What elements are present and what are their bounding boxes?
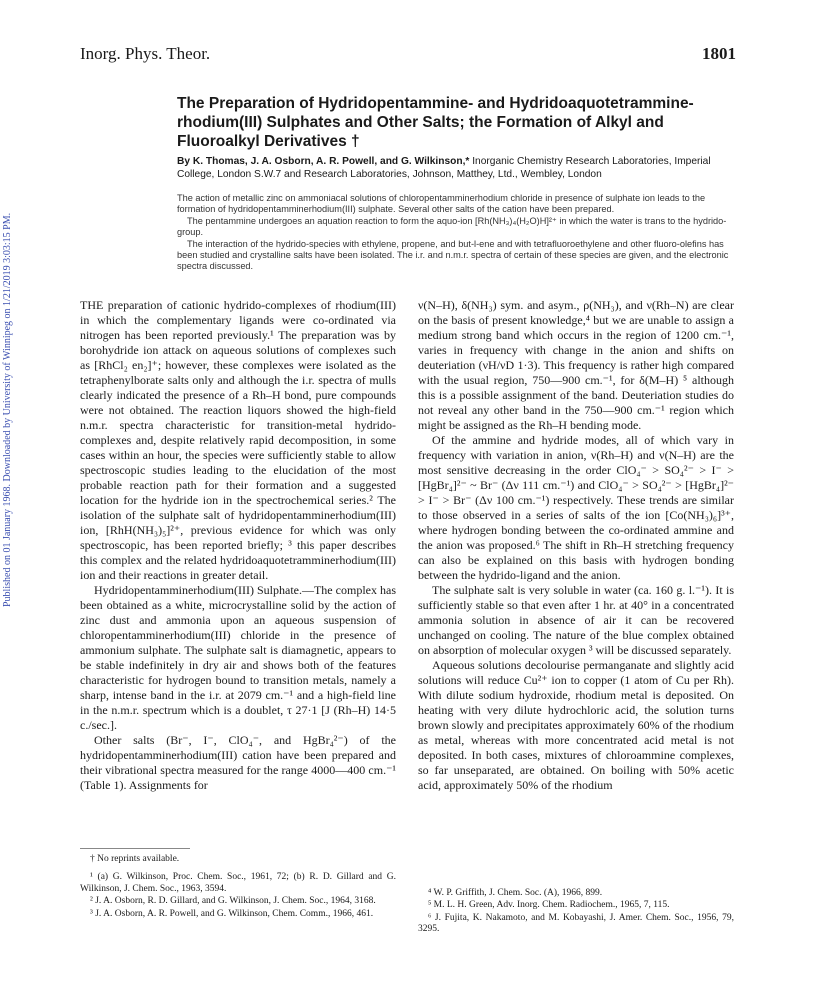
footnote: ² J. A. Osborn, R. D. Gillard, and G. Wilkinson, J. Chem. Soc., 1964, 3168. (90, 896, 376, 907)
author-block (177, 155, 737, 181)
body-column-left (80, 298, 396, 793)
page-number: 1801 (702, 44, 736, 63)
footnote: ⁴ W. P. Griffith, J. Chem. Soc. (A), 1966, 899. (428, 888, 603, 898)
body-paragraph: Other salts (Br⁻, I⁻, ClO₄⁻, and HgBr₄²⁻) of the hydridopentamminerhodium(III) cation have been prepared and their vibrational spectra measured for the range 4000—400 cm.⁻¹ (Table 1). Assignments for (80, 733, 396, 792)
author-affiliation: Inorganic Chemistry Research Laboratories, Imperial College, London S.W.7 and Research Laboratories, Johnson, Matthey, Ltd., Wembley, London (177, 156, 711, 180)
abstract-paragraph: The action of metallic zinc on ammoniacal solutions of chloropentamminerhodium chloride in presence of sulphate ion leads to the formation of hydridopentamminerhodium(III) sulphate. Several other salts of the cation have been prepared. (177, 193, 706, 215)
footnote: ¹ (a) G. Wilkinson, Proc. Chem. Soc., 1961, 72; (b) R. D. Gillard and G. Wilkinson, J. Chem. Soc., 1963, 3594. (80, 872, 396, 894)
footnote: ³ J. A. Osborn, A. R. Powell, and G. Wilkinson, Chem. Comm., 1966, 461. (90, 908, 374, 919)
abstract-paragraph: The interaction of the hydrido-species with ethylene, propene, and but-l-ene and with tetrafluoroethylene and other fluoro-olefins has been studied and crystalline salts have been isolated. The i.r. and n.m.r. spectra of certain of these species are given, and the electronic spectra discussed. (177, 238, 729, 272)
footnote: ⁵ M. L. H. Green, Adv. Inorg. Chem. Radiochem., 1965, 7, 115. (428, 900, 670, 911)
body-paragraph: Of the ammine and hydride modes, all of which vary in frequency with variation in anion, ν(Rh–H) and ν(N–H) are the most sensitive decreasing in the order ClO₄⁻ > SO₄²⁻ > I⁻ > [HgBr₄]²⁻ ~ Br⁻ (Δν 111 cm.⁻¹) and ClO₄⁻ > SO₄²⁻ > [HgBr₄]²⁻ > I⁻ > Br⁻ (Δν 100 cm.⁻¹) respectively. These trends are similar to those observed in a series of salts of the ion [Co(NH₃)₆]³⁺, where hydrogen bonding between the co-ordinated ammine and the anion was proposed.⁶ The shift in Rh–H stretching frequency can also be explained on this basis with hydrogen bonding between the hydrido-ligand and the anion. (418, 433, 734, 582)
footnote-rule (80, 848, 190, 849)
body-column-right (418, 298, 734, 793)
journal-header: Inorg. Phys. Theor. (80, 44, 211, 63)
body-paragraph: Hydridopentamminerhodium(III) Sulphate.—The complex has been obtained as a white, microcrystalline solid by the action of zinc dust and ammonia upon an aqueous suspension of chloropentamminerhodium(III) chloride in the presence of ammonium sulphate. The sulphate salt is diamagnetic, appears to be stable indefinitely in dry air and shows both of the features characteristic for hydrogen bound to transition metals, namely a sharp, intense band in the i.r. at 2079 cm.⁻¹ and a high-field line in the n.m.r. spectrum which is a doublet, τ 27·1 [J (Rh–H) 14·5 c./sec.]. (80, 583, 396, 732)
download-stamp: Published on 01 January 1968. Downloaded by University of Winnipeg on 1/21/2019 3:03:15 PM. (2, 212, 13, 608)
article-title: The Preparation of Hydridopentammine- and Hydridoaquotetrammine-rhodium(III) Sulphates and Other Salts; the Formation of Alkyl and Fluoroalkyl Derivatives † (177, 95, 694, 150)
body-paragraph: ν(N–H), δ(NH₃) sym. and asym., ρ(NH₃), and ν(Rh–N) are clear on the basis of present knowledge,⁴ but we are unable to assign a medium strong band which occurs in the region of 1200 cm.⁻¹, varies in frequency with change in the anion and shifts on deuteriation (νH/νD 1·3). This frequency is rather high compared with the usual region, 750—900 cm.⁻¹, for δ(M–H) ⁵ although this is a possible assignment of the band. Deuteriation studies do not reveal any other band in the 750—900 cm.⁻¹ region which might be assigned as the Rh–H bending mode. (418, 298, 734, 432)
abstract-paragraph: The pentammine undergoes an aquation reaction to form the aquo-ion [Rh(NH₃)₄(H₂O)H]²⁺ in which the water is trans to the hydrido-group. (177, 215, 727, 238)
body-paragraph: Aqueous solutions decolourise permanganate and slightly acid solutions will reduce Cu²⁺ ion to copper (1 atom of Cu per Rh). With dilute sodium hydroxide, rhodium metal is deposited. On heating with very dilute hydrochloric acid, the solution turns brown slowly and precipitates approximately 60% of the rhodium as metal, whereas with more concentrated acid metal is not deposited. In both cases, mixtures of chloroammine complexes, so far unseparated, are obtained. On boiling with 50% acetic acid, approximately 50% of the rhodium (418, 658, 734, 792)
footnote: † No reprints available. (90, 854, 180, 864)
abstract (177, 193, 737, 273)
body-paragraph: THE preparation of cationic hydrido-complexes of rhodium(III) in which the complementary ligands were co-ordinated via nitrogen has been reported previously.¹ The preparation was by borohydride ion attack on aqueous solutions of complexes such as [RhCl₂ en₂]⁺; however, these complexes were isolated as the tetraphenylborate salts only and although the i.r. spectra of mulls clearly indicated the presence of a Rh–H bond, pure compounds were not obtained. The reaction liquors showed the high-field n.m.r. spectra characteristic for transition-metal hydrido-complexes and, despite relatively rapid decomposition, in some cases within an hour, the species were sufficiently stable to allow spectroscopic studies leading to the elucidation of the most probable reaction path for their formation and a suggested location for the hydride ion in the spectrochemical series.² The isolation of the sulphate salt of hydridopentamminerhodium(III) ion, [RhH(NH₃)₅]²⁺, previous evidence for which was only spectroscopic, has been reported briefly; ³ this paper describes this complex and the related hydridoaquotetramminerhodium(III) ion and their reactions in greater detail. (80, 298, 396, 582)
footnotes-left (80, 842, 396, 921)
body-paragraph: The sulphate salt is very soluble in water (ca. 160 g. l.⁻¹). It is sufficiently stable so that even after 1 hr. at 40° in a concentrated ammonia solution in absence of air it can be recovered unchanged on cooling. The nature of the blue complex obtained on absorption of molecular oxygen ³ will be discussed separately. (418, 583, 734, 657)
author-names: By K. Thomas, J. A. Osborn, A. R. Powell, and G. Wilkinson,* (177, 156, 470, 167)
footnotes-right (418, 888, 734, 937)
footnote: ⁶ J. Fujita, K. Nakamoto, and M. Kobayashi, J. Amer. Chem. Soc., 1956, 79, 3295. (418, 912, 734, 935)
